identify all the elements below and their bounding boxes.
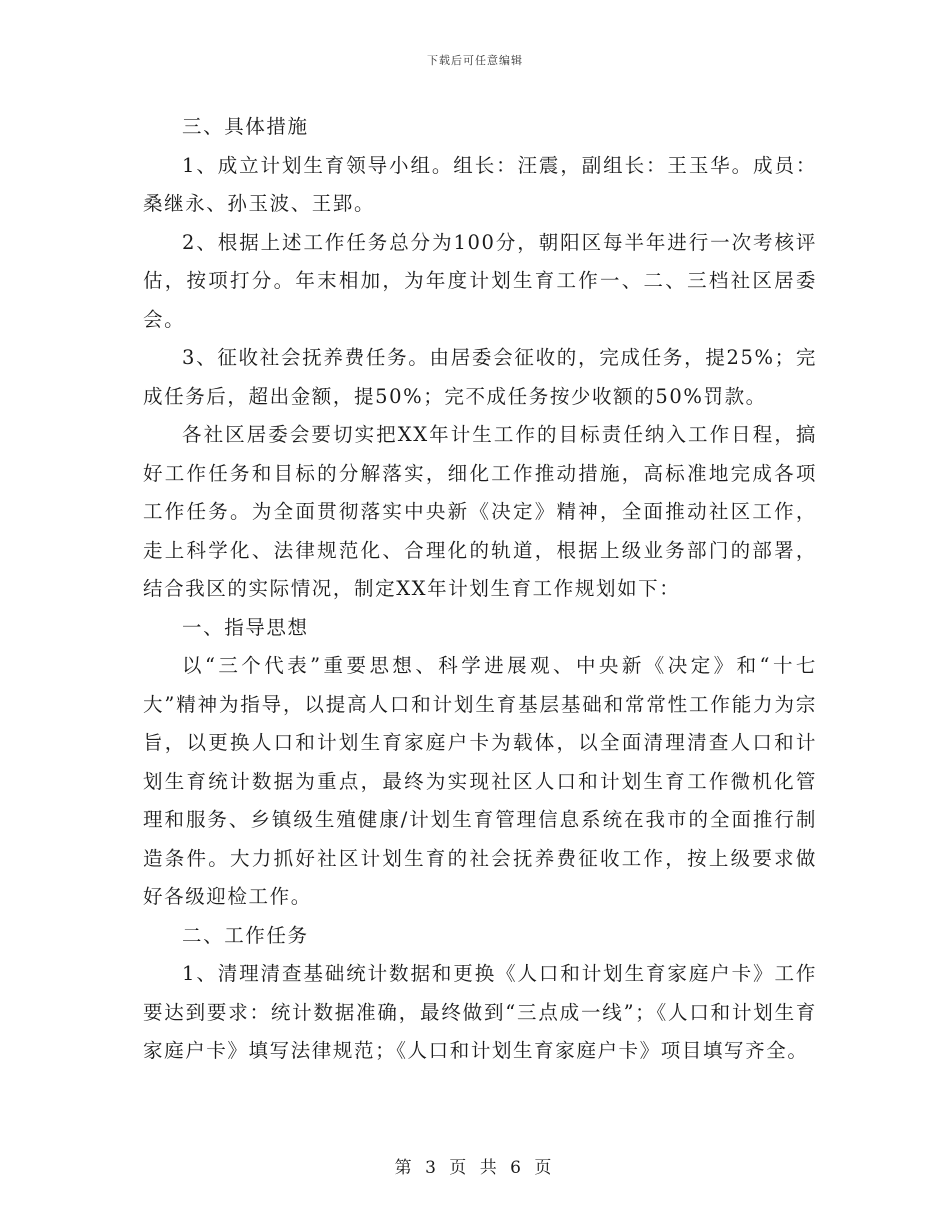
paragraph-fee-collection: 3、征收社会抚养费任务。由居委会征收的，完成任务，提25%；完成任务后，超出金额，提50%；完不成任务按少收额的50%罚款。 [143, 346, 817, 408]
section-heading-measures: 三、具体措施 [182, 115, 309, 138]
paragraph-plan-intro: 各社区居委会要切实把XX年计生工作的目标责任纳入工作日程，搞好工作任务和目标的分解落实，细化工作推动措施，高标准地完成各项工作任务。为全面贯彻落实中央新《决定》精神，全面推动社区工作，走上科学化、法律规范化、合理化的轨道，根据上级业务部门的部署，结合我区的实际情况，制定XX年计划生育工作规划如下： [143, 423, 817, 600]
paragraph-leadership-group: 1、成立计划生育领导小组。组长：汪震，副组长：王玉华。成员：桑继永、孙玉波、王郢。 [143, 153, 817, 215]
section-heading-tasks: 二、工作任务 [182, 923, 309, 947]
paragraph-assessment: 2、根据上述工作任务总分为100分，朝阳区每半年进行一次考核评估，按项打分。年末相加，为年度计划生育工作一、二、三档社区居委会。 [143, 230, 817, 331]
page-header-note: 下载后可任意编辑 [427, 54, 523, 67]
paragraph-task-1: 1、清理清查基础统计数据和更换《人口和计划生育家庭户卡》工作要达到要求：统计数据准确，最终做到“三点成一线”；《人口和计划生育家庭户卡》填写法律规范；《人口和计划生育家庭户卡》项目填写齐全。 [143, 962, 817, 1062]
paragraph-guiding-ideology: 以“三个代表”重要思想、科学进展观、中央新《决定》和“十七大”精神为指导，以提高人口和计划生育基层基础和常常性工作能力为宗旨，以更换人口和计划生育家庭户卡为载体，以全面清理清查人口和计划生育统计数据为重点，最终为实现社区人口和计划生育工作微机化管理和服务、乡镇级生殖健康/计划生育管理信息系统在我市的全面推行制造条件。大力抓好社区计划生育的社会抚养费征收工作，按上级要求做好各级迎检工作。 [143, 654, 817, 908]
page-number-footer: 第 3 页 共 6 页 [394, 1158, 556, 1178]
section-heading-guiding-ideology: 一、指导思想 [182, 615, 309, 639]
document-body [143, 108, 817, 1071]
